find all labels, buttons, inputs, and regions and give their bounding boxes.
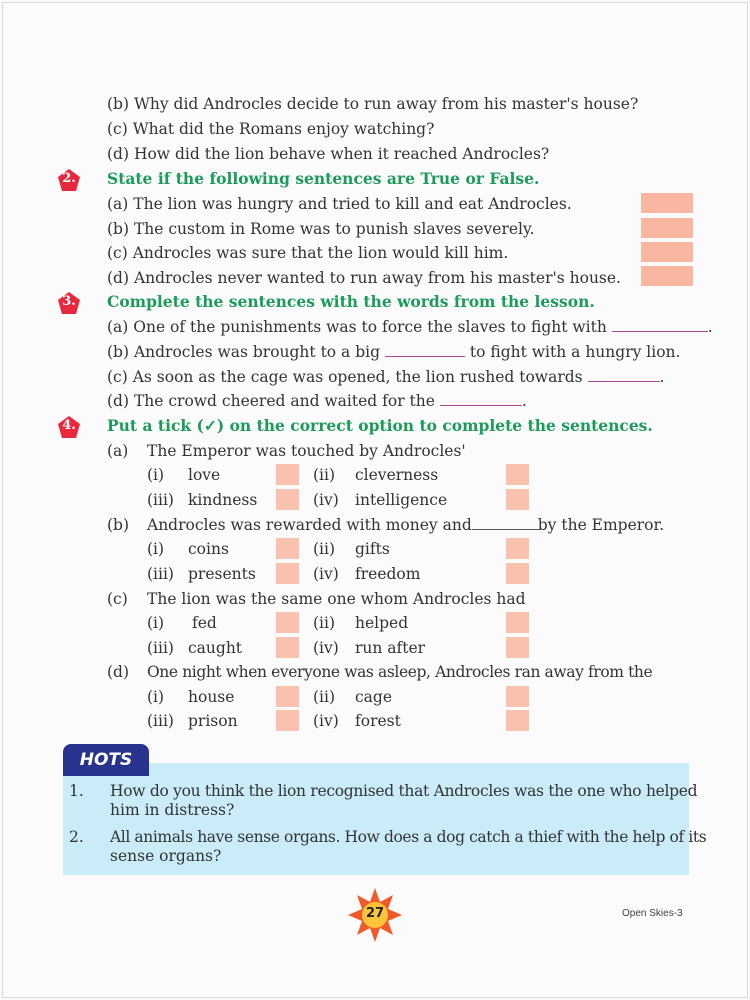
blank-q3a[interactable] [612,317,708,332]
answer-box-q2a[interactable] [641,193,693,213]
q3-b-end: to fight with a hungry lion. [469,343,681,361]
q4c-opt1-num: (i) [147,614,165,632]
q4c-opt2-text: helped [355,614,409,632]
q3-a-text: (a) One of the punishments was to force the slaves to fight with [107,318,607,336]
q1-item-b: (b) Why did Androcles decide to run away from his master's house? [107,95,639,113]
q4b-stem [147,515,664,535]
q4a-opt3-num: (iii) [147,491,174,509]
q4a-opt1-num: (i) [147,466,165,484]
q4b-stem-end: by the Emperor. [537,516,665,534]
tick-box-q4c-ii[interactable] [506,612,529,633]
blank-q4b[interactable] [472,515,538,530]
q4c-opt2-num: (ii) [313,614,336,632]
tick-box-q4a-iii[interactable] [276,489,299,510]
hots-q1-number: 1. [69,782,84,800]
q4b-opt2-text: gifts [355,540,390,558]
q4b-opt1-num: (i) [147,540,165,558]
blank-q3b[interactable] [385,342,465,357]
q4a-opt4-num: (iv) [313,491,339,509]
q3-d-text: (d) The crowd cheered and waited for the [107,392,435,410]
tick-box-q4b-i[interactable] [276,538,299,559]
q4a-label: (a) [107,442,129,460]
q1-item-c: (c) What did the Romans enjoy watching? [107,120,435,138]
tick-box-q4d-i[interactable] [276,686,299,707]
hots-q2-line2: sense organs? [110,847,222,865]
tick-box-q4c-iv[interactable] [506,637,529,658]
tick-box-q4d-ii[interactable] [506,686,529,707]
q4d-opt4-text: forest [355,712,401,730]
q4b-opt1-text: coins [188,540,229,558]
q4a-opt3-text: kindness [188,491,258,509]
tick-box-q4d-iv[interactable] [506,710,529,731]
q4c-opt4-num: (iv) [313,639,339,657]
hots-tab: HOTS [63,744,149,776]
q4b-opt3-num: (iii) [147,565,174,583]
q3-item-d [107,391,527,411]
tick-box-q4c-i[interactable] [276,612,299,633]
page-number: 27 [365,906,385,921]
tick-box-q4b-ii[interactable] [506,538,529,559]
q4d-label: (d) [107,663,130,681]
q4d-opt3-num: (iii) [147,712,174,730]
q3-heading: Complete the sentences with the words from the lesson. [107,292,595,311]
hots-q1-line2: him in distress? [110,801,235,819]
q4d-opt4-num: (iv) [313,712,339,730]
q4-heading: Put a tick (✓) on the correct option to complete the sentences. [107,416,653,435]
q2-item-d: (d) Androcles never wanted to run away from his master's house. [107,269,621,287]
blank-q3d[interactable] [440,391,522,406]
q3-item-a [107,317,713,337]
tick-box-q4a-iv[interactable] [506,489,529,510]
q3-number-badge: 3. [57,291,81,315]
q2-item-a: (a) The lion was hungry and tried to kill and eat Androcles. [107,195,572,213]
answer-box-q2b[interactable] [641,218,693,238]
q4c-opt3-text: caught [188,639,243,657]
q4a-stem: The Emperor was touched by Androcles' [147,442,466,460]
tick-box-q4a-i[interactable] [276,464,299,485]
q4d-opt2-num: (ii) [313,688,336,706]
tick-box-q4a-ii[interactable] [506,464,529,485]
q2-item-c: (c) Androcles was sure that the lion would kill him. [107,244,509,262]
hots-q2-number: 2. [69,828,84,846]
q3-item-c [107,367,664,387]
q4b-stem-text: Androcles was rewarded with money and [147,516,472,534]
q4a-opt2-text: cleverness [355,466,439,484]
q4b-opt2-num: (ii) [313,540,336,558]
q4c-stem: The lion was the same one whom Androcles had [147,590,526,608]
q4c-label: (c) [107,590,128,608]
answer-box-q2d[interactable] [641,266,693,286]
q4d-stem: One night when everyone was asleep, Androcles ran away from the [147,663,653,681]
q3-d-end: . [521,392,527,410]
q3-b-text: (b) Androcles was brought to a big [107,343,381,361]
q1-item-d: (d) How did the lion behave when it reached Androcles? [107,145,550,163]
q2-heading: State if the following sentences are True or False. [107,169,540,188]
q4c-opt3-num: (iii) [147,639,174,657]
q4b-label: (b) [107,516,130,534]
hots-q2-line1: All animals have sense organs. How does a dog catch a thief with the help of its [110,828,707,846]
q3-item-b [107,342,680,362]
answer-box-q2c[interactable] [641,242,693,262]
hots-q1-line1: How do you think the lion recognised that Androcles was the one who helped [110,782,698,800]
q3-c-end: . [659,368,665,386]
q4a-opt1-text: love [188,466,221,484]
q2-item-b: (b) The custom in Rome was to punish slaves severely. [107,220,535,238]
q3-c-text: (c) As soon as the cage was opened, the lion rushed towards [107,368,583,386]
q4d-opt2-text: cage [355,688,393,706]
q2-number-badge: 2. [57,168,81,192]
q4b-opt4-num: (iv) [313,565,339,583]
tick-box-q4c-iii[interactable] [276,637,299,658]
q4c-opt1-text: fed [192,614,217,632]
blank-q3c[interactable] [588,367,660,382]
q4b-opt3-text: presents [188,565,256,583]
q4c-opt4-text: run after [355,639,426,657]
q3-a-end: . [707,318,713,336]
q4-number-badge: 4. [57,415,81,439]
q4d-opt1-num: (i) [147,688,165,706]
tick-box-q4d-iii[interactable] [276,710,299,731]
book-title-footer: Open Skies-3 [622,908,683,919]
q4a-opt4-text: intelligence [355,491,448,509]
q4a-opt2-num: (ii) [313,466,336,484]
tick-box-q4b-iv[interactable] [506,563,529,584]
page-number-badge [347,887,403,943]
q4d-opt3-text: prison [188,712,238,730]
q4b-opt4-text: freedom [355,565,421,583]
tick-box-q4b-iii[interactable] [276,563,299,584]
q4d-opt1-text: house [188,688,235,706]
